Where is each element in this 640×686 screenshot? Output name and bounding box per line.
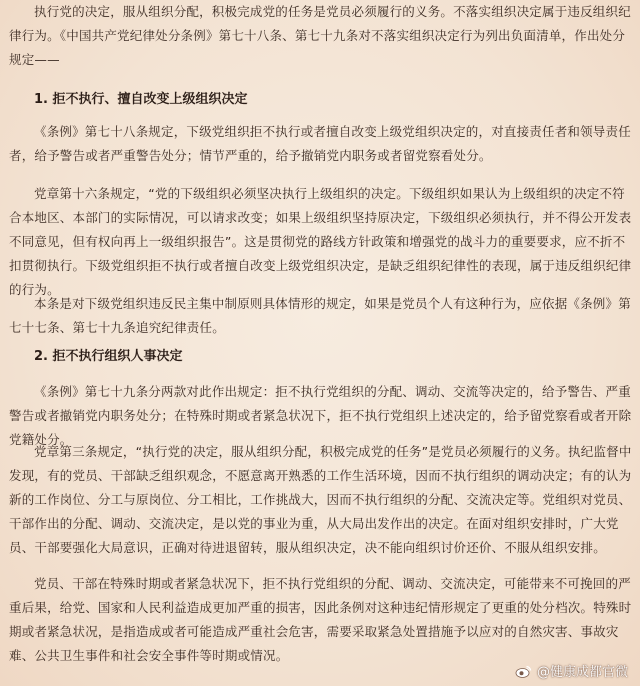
section-2-paragraph-1: 《条例》第七十九条分两款对此作出规定：拒不执行党组织的分配、调动、交流等决定的，给予警告、严重警告或者撤销党内职务处分；在特殊时期或者紧急状况下，拒不执行党组织上述决定的，给予留党察看或者开除党籍处分。: [9, 384, 632, 447]
section-2-heading: 2. 拒不执行组织人事决定: [34, 349, 183, 364]
weibo-icon: [515, 664, 532, 678]
section-1-paragraph-3: 本条是对下级党组织违反民主集中制原则具体情形的规定，如果是党员个人有这种行为，应依据《条例》第七十七条、第七十九条追究纪律责任。: [9, 296, 631, 335]
watermark-text: @健康成都官微: [536, 665, 628, 680]
section-1-paragraph-2: 党章第十六条规定，“党的下级组织必须坚决执行上级组织的决定。下级组织如果认为上级组织的决定不符合本地区、本部门的实际情况，可以请求改变；如果上级组织坚持原决定，下级组织必须执行，并不得公开发表不同意见，但有权向再上一级组织报告”。这是贯彻党的路线方针政策和增强党的战斗力的重要要求，应不折不扣贯彻执行。下级党组织拒不执行或者擅自改变上级党组织决定，是缺乏组织纪律性的表现，属于违反组织纪律的行为。: [9, 186, 632, 297]
watermark: [515, 661, 628, 680]
section-2-paragraph-2: 党章第三条规定，“执行党的决定，服从组织分配，积极完成党的任务”是党员必须履行的义务。执纪监督中发现，有的党员、干部缺乏组织观念，不愿意离开熟悉的工作生活环境，因而不执行组织的调动决定；有的认为新的工作岗位、分工与原岗位、分工相比，工作挑战大，因而不执行组织的分配、交流决定等。党组织对党员、干部作出的分配、调动、交流决定，是以党的事业为重，从大局出发作出的决定。在面对组织安排时，广大党员、干部要强化大局意识，正确对待进退留转，服从组织决定，决不能向组织讨价还价、不服从组织安排。: [9, 444, 632, 555]
section-1-heading: 1. 拒不执行、擅自改变上级组织决定: [34, 92, 248, 107]
section-2-paragraph-3: 党员、干部在特殊时期或者紧急状况下，拒不执行党组织的分配、调动、交流决定，可能带来不可挽回的严重后果，给党、国家和人民利益造成更加严重的损害，因此条例对这种违纪情形规定了更重的处分档次。特殊时期或者紧急状况，是指造成或者可能造成严重社会危害，需要采取紧急处置措施予以应对的自然灾害、事故灾难、公共卫生事件和社会安全事件等时期或情况。: [9, 576, 632, 663]
intro-paragraph: 执行党的决定，服从组织分配，积极完成党的任务是党员必须履行的义务。不落实组织决定属于违反组织纪律行为。《中国共产党纪律处分条例》第七十八条、第七十九条对不落实组织决定行为列出负面清单，作出处分规定——: [9, 4, 631, 67]
section-1-paragraph-1: 《条例》第七十八条规定，下级党组织拒不执行或者擅自改变上级党组织决定的，对直接责任者和领导责任者，给予警告或者严重警告处分；情节严重的，给予撤销党内职务或者留党察看处分。: [9, 124, 631, 163]
